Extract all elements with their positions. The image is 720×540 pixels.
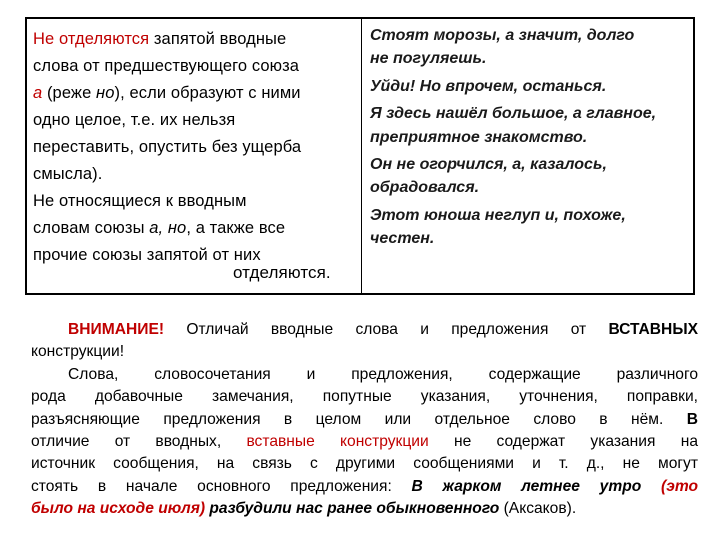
note-highlight: вставные конструкции: [246, 433, 429, 451]
warning-label: ВНИМАНИЕ!: [68, 321, 165, 338]
rule-emphasis: а, но: [149, 219, 187, 237]
rule-text: словам союзы: [33, 219, 150, 237]
rule-line: одно целое, т.е. их нельзя: [33, 111, 236, 129]
example-line: преприятное знакомство.: [370, 128, 588, 146]
note-line: [31, 431, 698, 453]
rule-emphasis: но: [96, 84, 115, 102]
rule-text: отделяются: [233, 263, 326, 282]
rule-line: прочие союзы запятой от них: [33, 246, 261, 264]
example-line: Этот юноша неглуп и, похоже,: [370, 206, 626, 224]
rule-highlight: а: [33, 84, 43, 102]
note-example: разбудили нас ранее обыкновенного: [205, 500, 500, 518]
note-example-highlight: было на исходе июля): [31, 500, 206, 518]
note-text: ,: [216, 433, 247, 451]
rule-last-line: [233, 259, 331, 286]
note-example-highlight: (это: [661, 477, 699, 495]
note-line: источник сообщения, на связь с другими сообщениями и т. д., не могут: [31, 455, 698, 473]
example-line: Я здесь нашёл большое, а главное,: [370, 105, 657, 123]
note-emphasis: В: [686, 410, 698, 428]
example-line: не погуляешь.: [370, 50, 487, 68]
rule-highlight: Не отделяются: [33, 30, 150, 48]
rule-line: [33, 80, 357, 107]
rule-text: .: [325, 263, 331, 282]
note-text: (Аксаков).: [499, 500, 577, 518]
rule-text: (реже: [42, 84, 97, 102]
note-text: Отличай вводные слова и предложения от: [164, 321, 609, 338]
note-line: [31, 498, 698, 520]
rule-line: Не относящиеся к вводным: [33, 192, 247, 210]
note-line: [31, 319, 698, 341]
note-text: не содержат указания на: [428, 433, 698, 451]
rule-table: [25, 17, 695, 295]
rule-line: слова от предшествующего союза: [33, 57, 300, 75]
rule-line: переставить, опустить без ущерба: [33, 138, 302, 156]
examples-column: [362, 19, 693, 293]
note-text: разъясняющие предложения в целом или отдельное слово в нём.: [31, 410, 687, 428]
note-line: [31, 476, 698, 498]
example-line: Уйди! Но впрочем, останься.: [370, 77, 607, 95]
rule-line: [33, 26, 357, 53]
note-line: [31, 409, 698, 431]
attention-note: [31, 319, 698, 521]
rule-text: ), если образуют с ними: [114, 84, 301, 102]
rule-column: [27, 19, 362, 293]
note-text: отличие от вводных: [31, 433, 217, 451]
note-line: рода добавочные замечания, попутные указания, уточнения, поправки,: [31, 388, 698, 406]
rule-text: запятой вводные: [149, 30, 287, 48]
example-line: Он не огорчился, а, казалось,: [370, 156, 607, 174]
example-line: обрадовался.: [370, 179, 480, 197]
rule-line: [33, 215, 357, 242]
rule-text: , а также все: [186, 219, 286, 237]
note-line: конструкции!: [31, 343, 125, 361]
rule-line: смысла).: [33, 165, 103, 183]
note-text: стоять в начале основного предложения:: [31, 477, 412, 495]
example-line: честен.: [370, 230, 435, 248]
example-line: Стоят морозы, а значит, долго: [370, 27, 635, 44]
note-line: Слова, словосочетания и предложения, содержащие различного: [68, 365, 698, 383]
note-emphasis: ВСТАВНЫХ: [608, 321, 698, 338]
note-example: В жарком летнее утро: [411, 477, 662, 495]
